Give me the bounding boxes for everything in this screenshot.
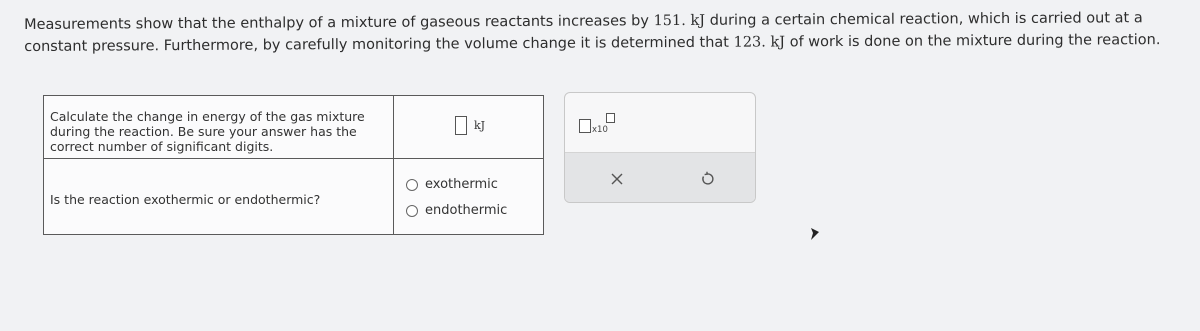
table-divider-vertical — [393, 96, 394, 234]
problem-text-2: during a certain chemical reaction, which is carried out at a constant pressure. Furthermore, by carefully monitoring the volume change it is determined that — [24, 10, 1143, 55]
radio-endothermic[interactable] — [406, 205, 418, 217]
undo-arrow-icon — [699, 171, 715, 187]
energy-question-prompt: Calculate the change in energy of the gas mixture during the reaction. Be sure your answer has the correct number of significant digits. — [50, 109, 365, 154]
clear-button[interactable] — [607, 169, 627, 189]
option-endothermic-label: endothermic — [425, 203, 508, 218]
energy-answer-input[interactable] — [455, 116, 467, 135]
mouse-cursor-icon — [810, 227, 820, 241]
exo-endo-question-prompt: Is the reaction exothermic or endothermic? — [50, 192, 321, 207]
option-exothermic-label: exothermic — [425, 177, 498, 192]
radio-exothermic[interactable] — [406, 179, 418, 191]
enthalpy-value: 151. kJ — [653, 12, 706, 30]
work-value: 123. kJ — [733, 34, 786, 51]
option-endothermic[interactable] — [406, 203, 507, 218]
reset-button[interactable] — [697, 169, 717, 189]
sci-x10-label: x10 — [592, 125, 608, 135]
answer-tools-panel — [564, 92, 756, 203]
x-icon — [610, 172, 624, 186]
scientific-notation-button[interactable] — [579, 113, 619, 135]
problem-statement — [24, 7, 1194, 58]
option-exothermic[interactable] — [406, 177, 498, 192]
problem-text-3: of work is done on the mixture during the reaction. — [785, 32, 1161, 51]
problem-text-1: Measurements show that the enthalpy of a mixture of gaseous reactants increases by — [24, 13, 654, 33]
table-divider-horizontal — [44, 158, 543, 159]
sci-exponent-box — [606, 113, 615, 123]
tools-toolbar — [565, 152, 755, 202]
energy-unit-label: kJ — [474, 119, 486, 132]
question-table — [43, 95, 544, 235]
sci-base-box — [579, 119, 591, 133]
